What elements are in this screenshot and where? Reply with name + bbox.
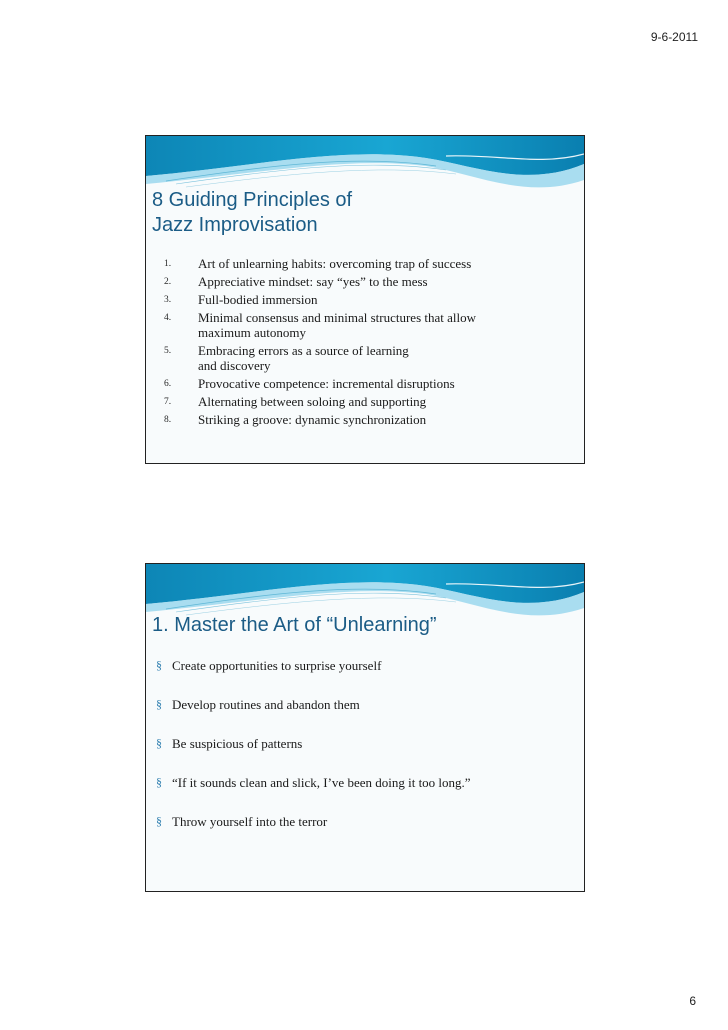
list-item <box>150 292 570 307</box>
item-text: Minimal consensus and minimal structures that allow <box>198 310 477 325</box>
slide-title: 1. Master the Art of “Unlearning” <box>152 614 437 636</box>
bullet-text: Throw yourself into the terror <box>172 814 328 829</box>
item-text-continued: maximum autonomy <box>198 325 306 340</box>
section-bullet-icon: § <box>156 697 162 711</box>
list-item <box>150 376 570 391</box>
item-text: Embracing errors as a source of learning <box>198 343 409 358</box>
page-number: 6 <box>689 994 696 1008</box>
item-text: Provocative competence: incremental disruptions <box>198 376 455 391</box>
bullet-text: Be suspicious of patterns <box>172 736 303 751</box>
slide-title-line: Jazz Improvisation <box>152 214 318 236</box>
list-item <box>150 256 570 271</box>
section-bullet-icon: § <box>156 736 162 750</box>
list-item <box>154 696 574 713</box>
item-text: Alternating between soloing and supporting <box>198 394 427 409</box>
item-text: Appreciative mindset: say “yes” to the mess <box>198 274 428 289</box>
item-text: Full-bodied immersion <box>198 292 318 307</box>
bullet-list <box>154 657 574 852</box>
bullet-text: Develop routines and abandon them <box>172 697 360 712</box>
item-text: Striking a groove: dynamic synchronization <box>198 412 427 427</box>
item-number: 1. <box>164 259 172 269</box>
item-number: 7. <box>164 397 172 407</box>
item-text: Art of unlearning habits: overcoming trap of success <box>198 256 472 271</box>
section-bullet-icon: § <box>156 775 162 789</box>
slide-title <box>152 188 352 238</box>
item-number: 8. <box>164 415 172 425</box>
bullet-text: “If it sounds clean and slick, I’ve been doing it too long.” <box>172 775 471 790</box>
item-number: 4. <box>164 313 172 323</box>
list-item <box>150 310 570 340</box>
list-item <box>150 343 570 373</box>
item-number: 6. <box>164 379 172 389</box>
page-date: 9-6-2011 <box>650 30 698 44</box>
item-number: 5. <box>164 346 172 356</box>
section-bullet-icon: § <box>156 658 162 672</box>
item-text-continued: and discovery <box>198 358 271 373</box>
list-item <box>154 735 574 752</box>
list-item <box>154 657 574 674</box>
list-item <box>154 774 574 791</box>
list-item <box>154 813 574 830</box>
list-item <box>150 412 570 427</box>
slide-master-unlearning <box>145 563 585 892</box>
list-item <box>150 394 570 409</box>
slide-title-line: 8 Guiding Principles of <box>152 189 353 211</box>
slide-guiding-principles <box>145 135 585 464</box>
principles-list <box>150 256 570 430</box>
bullet-text: Create opportunities to surprise yourself <box>172 658 382 673</box>
item-number: 2. <box>164 277 172 287</box>
list-item <box>150 274 570 289</box>
section-bullet-icon: § <box>156 814 162 828</box>
item-number: 3. <box>164 295 172 305</box>
